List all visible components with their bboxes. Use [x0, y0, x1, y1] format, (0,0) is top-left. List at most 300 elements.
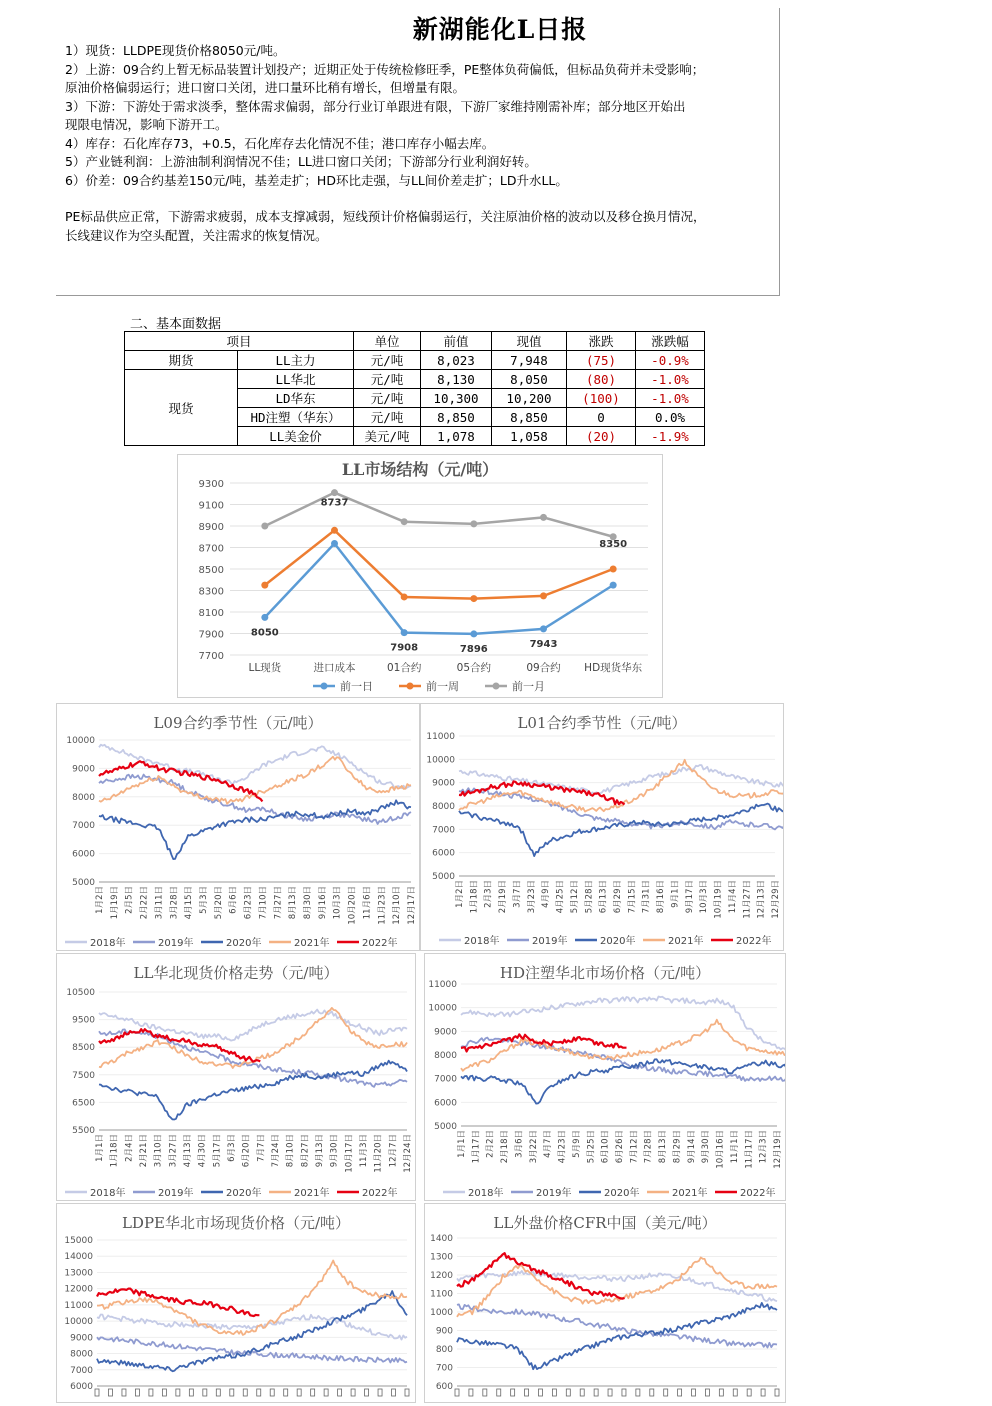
chart-title: L01合约季节性（元/吨）	[517, 714, 687, 732]
row-unit: 元/吨	[354, 351, 421, 370]
x-tick-label: 5月25日	[586, 1130, 597, 1164]
row-item: LD华东	[238, 389, 354, 408]
series-line	[457, 1304, 777, 1347]
series-line	[457, 1258, 777, 1317]
market-structure-svg	[178, 455, 662, 697]
x-tick-label: 2月21日	[139, 1134, 149, 1168]
x-tick-mark	[761, 1389, 765, 1396]
x-tick-label: 4月13日	[183, 1134, 193, 1168]
legend-marker	[321, 683, 328, 690]
y-tick-label: 10000	[426, 755, 455, 766]
x-tick-mark	[747, 1389, 751, 1396]
y-tick-label: 8500	[72, 1043, 95, 1054]
ll-cfr-china-svg	[425, 1204, 785, 1402]
series-line	[461, 1059, 785, 1103]
row-unit: 美元/吨	[354, 427, 421, 446]
x-tick-label: 4月30日	[197, 1134, 208, 1168]
x-tick-label: 6月6日	[228, 886, 239, 914]
legend-label: 2018年	[90, 1188, 126, 1199]
x-tick-label: 2月5日	[124, 886, 135, 914]
data-point	[331, 489, 338, 496]
chart-title: L09合约季节性（元/吨）	[153, 714, 323, 732]
x-tick-mark	[580, 1389, 584, 1396]
row-item: LL华北	[238, 370, 354, 389]
x-tick-mark	[378, 1389, 382, 1396]
x-tick-label: 2月18日	[500, 1130, 511, 1164]
y-tick-label: 11000	[64, 1300, 93, 1311]
x-tick-label: 11月3日	[359, 1134, 369, 1168]
x-tick-label: 5月12日	[569, 880, 580, 914]
hd-injection-chart	[424, 953, 786, 1201]
y-tick-label: 10000	[66, 736, 95, 746]
x-tick-label: 7月28日	[643, 1130, 654, 1164]
y-tick-label: 700	[435, 1363, 453, 1374]
legend-label: 2018年	[90, 938, 126, 949]
x-tick-label: 9月16日	[317, 886, 328, 920]
legend-marker	[407, 683, 414, 690]
x-tick-mark	[365, 1389, 369, 1396]
data-point	[261, 523, 268, 530]
row-chg: (20)	[567, 427, 636, 446]
y-tick-label: 5000	[434, 1122, 457, 1132]
x-tick-label: 8月13日	[658, 1130, 669, 1164]
y-tick-label: 9500	[72, 1015, 95, 1026]
report-conclusion-2: 长线建议作为空头配置，关注需求的恢复情况。	[65, 228, 328, 243]
y-tick-label: 11000	[428, 980, 457, 990]
y-tick-label: 8100	[198, 608, 224, 619]
row-pct: 0.0%	[636, 408, 705, 427]
row-curr: 8,850	[492, 408, 567, 427]
series-line	[461, 1038, 785, 1081]
legend-label: 前一月	[512, 680, 545, 693]
series-line	[265, 493, 613, 537]
x-tick-label: 10月20日	[347, 886, 358, 925]
row-item: LL美金价	[238, 427, 354, 446]
y-tick-label: 12000	[64, 1284, 93, 1295]
x-tick-label: 3月23日	[526, 880, 537, 914]
x-tick-label: 12月17日	[407, 886, 417, 925]
x-tick-label: 11月6日	[362, 886, 373, 920]
x-tick-mark	[594, 1389, 598, 1396]
x-tick-label: 8月29日	[672, 1130, 683, 1164]
y-tick-label: 10500	[66, 988, 95, 998]
legend-label: 2022年	[362, 938, 398, 949]
x-tick-label: 8月13日	[288, 886, 299, 920]
y-tick-label: 6000	[70, 1382, 93, 1392]
legend-label: 2019年	[158, 1188, 194, 1199]
x-tick-label: 12月13日	[756, 880, 767, 919]
x-tick-label: 9月30日	[329, 1134, 340, 1168]
ll-north-spot-svg	[57, 954, 415, 1200]
l01-seasonal-chart	[420, 703, 784, 951]
x-tick-label: 3月11日	[154, 886, 165, 920]
x-tick-label: 6月13日	[598, 880, 609, 914]
y-tick-label: 6500	[72, 1098, 95, 1109]
x-tick-label: 12月24日	[403, 1134, 413, 1173]
y-tick-label: 5000	[72, 878, 95, 888]
y-tick-label: 8500	[198, 565, 224, 576]
x-tick-mark	[108, 1389, 112, 1396]
report-line-1: 1）现货：LLDPE现货价格8050元/吨。	[65, 43, 286, 58]
report-line-5: 现限电情况，影响下游开工。	[65, 117, 228, 132]
x-tick-label: 6月20日	[241, 1134, 252, 1168]
row-item: HD注塑（华东）	[238, 408, 354, 427]
data-point	[540, 514, 547, 521]
x-tick-label: 12月29日	[771, 880, 781, 919]
y-tick-label: 8000	[432, 802, 455, 812]
x-tick-label: 05合约	[456, 662, 492, 674]
header-item: 项目	[125, 332, 354, 351]
x-tick-mark	[525, 1389, 529, 1396]
y-tick-label: 14000	[64, 1252, 93, 1263]
x-tick-mark	[678, 1389, 682, 1396]
x-tick-label: 3月28日	[169, 886, 180, 920]
y-tick-label: 9000	[432, 778, 455, 789]
x-tick-mark	[176, 1389, 180, 1396]
report-line-3: 原油价格偏弱运行；进口窗口关闭，进口量环比稍有增长，但增量有限。	[65, 80, 466, 95]
data-point	[470, 630, 477, 637]
x-tick-label: 5月20日	[213, 886, 224, 920]
x-tick-mark	[497, 1389, 501, 1396]
x-tick-mark	[705, 1389, 709, 1396]
ll-north-spot-chart	[56, 953, 416, 1201]
x-tick-label: 10月16日	[715, 1130, 726, 1169]
x-tick-mark	[122, 1389, 126, 1396]
y-tick-label: 1300	[430, 1252, 453, 1263]
y-tick-label: 8900	[198, 522, 224, 533]
table-row	[125, 351, 705, 370]
x-tick-label: 4月23日	[557, 1130, 568, 1164]
x-tick-mark	[608, 1389, 612, 1396]
row-item: LL主力	[238, 351, 354, 370]
x-tick-label: 01合约	[386, 662, 422, 674]
x-tick-label: 9月30日	[701, 1130, 712, 1164]
x-tick-label: 12月3日	[758, 1130, 769, 1164]
y-tick-label: 5000	[432, 872, 455, 882]
legend-label: 2022年	[362, 1188, 398, 1199]
x-tick-mark	[692, 1389, 696, 1396]
x-tick-mark	[511, 1389, 515, 1396]
legend-label: 2021年	[294, 938, 330, 949]
x-tick-mark	[469, 1389, 473, 1396]
legend-marker	[493, 683, 500, 690]
x-tick-label: 2月2日	[485, 1130, 496, 1158]
data-point	[610, 566, 617, 573]
legend-label: 2021年	[668, 936, 704, 947]
x-tick-label: 9月13日	[315, 1134, 325, 1168]
x-tick-mark	[338, 1389, 342, 1396]
y-tick-label: 10000	[64, 1317, 93, 1328]
legend-label: 2019年	[536, 1188, 572, 1199]
x-tick-label: 6月10日	[600, 1130, 611, 1164]
x-tick-label: 12月19日	[773, 1130, 783, 1169]
basic-data-table	[124, 331, 705, 446]
x-tick-mark	[230, 1389, 234, 1396]
x-tick-mark	[552, 1389, 556, 1396]
y-tick-label: 1100	[430, 1289, 453, 1300]
data-point	[401, 518, 408, 525]
data-point	[261, 582, 268, 589]
legend-label: 2018年	[468, 1188, 504, 1199]
x-tick-label: 5月9日	[571, 1130, 582, 1158]
section-title: 二、基本面数据	[130, 317, 222, 332]
x-tick-mark	[324, 1389, 328, 1396]
x-tick-mark	[162, 1389, 166, 1396]
y-tick-label: 9000	[70, 1333, 93, 1344]
series-line	[459, 804, 783, 857]
data-label: 7908	[390, 642, 419, 654]
x-tick-label: 6月3日	[227, 1134, 237, 1162]
x-tick-mark	[650, 1389, 654, 1396]
legend-label: 2020年	[600, 936, 636, 947]
x-tick-mark	[203, 1389, 207, 1396]
report-line-8: 6）价差：09合约基差150元/吨，基差走扩；HD环比走强，与LL间价差走扩；LD升水LL。	[65, 173, 568, 188]
x-tick-mark	[664, 1389, 668, 1396]
data-point	[331, 540, 338, 547]
x-tick-label: 3月7日	[512, 880, 523, 908]
y-tick-label: 7000	[432, 825, 455, 836]
x-tick-label: LL现货	[248, 662, 282, 674]
x-tick-label: 6月26日	[615, 1130, 625, 1164]
x-tick-label: 11月23日	[377, 886, 388, 925]
report-line-4: 3）下游：下游处于需求淡季，整体需求偏弱，部分行业订单跟进有限，下游厂家维持刚需补库；部分地区开始出	[65, 99, 686, 114]
y-tick-label: 1400	[430, 1234, 453, 1244]
header-unit: 单位	[354, 332, 421, 351]
x-tick-label: 7月12日	[629, 1130, 640, 1164]
x-tick-mark	[311, 1389, 315, 1396]
row-pct: -1.9%	[636, 427, 705, 446]
x-tick-label: 4月7日	[543, 1130, 554, 1158]
x-tick-label: 6月23日	[243, 886, 254, 920]
legend-label: 2020年	[604, 1188, 640, 1199]
row-curr: 1,058	[492, 427, 567, 446]
series-line	[459, 765, 783, 794]
y-tick-label: 7500	[72, 1070, 95, 1081]
series-line	[97, 1261, 407, 1335]
report-line-6: 4）库存：石化库存73，+0.5，石化库存去化情况不佳；港口库存小幅去库。	[65, 136, 495, 151]
data-label: 8737	[320, 497, 349, 509]
y-tick-label: 7000	[70, 1365, 93, 1376]
data-point	[540, 592, 547, 599]
y-tick-label: 8700	[198, 543, 224, 555]
report-conclusion-1: PE标品供应正常，下游需求疲弱，成本支撑减弱，短线预计价格偏弱运行，关注原油价格的波动以及移仓换月情况，	[65, 209, 706, 224]
x-tick-label: 2月4日	[124, 1134, 135, 1162]
row-curr: 10,200	[492, 389, 567, 408]
x-tick-label: 8月16日	[656, 880, 667, 914]
x-tick-label: 1月18日	[109, 1134, 120, 1168]
x-tick-label: 7月31日	[641, 880, 652, 914]
chart-title: HD注塑华北市场价格（元/吨）	[499, 964, 711, 982]
x-tick-mark	[405, 1389, 409, 1396]
y-tick-label: 600	[435, 1382, 453, 1392]
x-tick-label: 9月1日	[670, 880, 681, 908]
header-chg: 涨跌	[567, 332, 636, 351]
y-tick-label: 900	[435, 1326, 453, 1337]
x-tick-mark	[636, 1389, 640, 1396]
x-tick-label: 7月7日	[256, 1134, 267, 1162]
x-tick-label: 3月10日	[153, 1134, 164, 1168]
x-tick-label: 4月9日	[541, 880, 552, 908]
data-point	[401, 593, 408, 600]
row-prev: 8,130	[421, 370, 492, 389]
row-chg: 0	[567, 408, 636, 427]
x-tick-label: 1月2日	[455, 880, 465, 908]
row-unit: 元/吨	[354, 370, 421, 389]
x-tick-label: 5月3日	[199, 886, 209, 914]
y-tick-label: 11000	[426, 732, 455, 742]
legend-label: 2019年	[532, 936, 568, 947]
y-tick-label: 7900	[198, 629, 224, 641]
x-tick-label: 3月27日	[168, 1134, 179, 1168]
ldpe-north-spot-chart	[56, 1203, 416, 1403]
y-tick-label: 1000	[430, 1308, 453, 1318]
x-tick-mark	[216, 1389, 220, 1396]
y-tick-label: 7000	[434, 1074, 457, 1085]
row-curr: 7,948	[492, 351, 567, 370]
x-tick-label: 10月3日	[332, 886, 343, 920]
x-tick-label: 1月1日	[95, 1134, 105, 1162]
y-tick-label: 9300	[198, 479, 224, 490]
ll-cfr-china-chart	[424, 1203, 786, 1403]
l09-seasonal-svg	[57, 704, 419, 950]
chart-title: LL外盘价格CFR中国（美元/吨）	[493, 1214, 717, 1232]
x-tick-label: 1月18日	[469, 880, 480, 914]
x-tick-label: 1月1日	[457, 1130, 467, 1158]
l09-seasonal-chart	[56, 703, 420, 951]
x-tick-label: 7月24日	[271, 1134, 281, 1168]
x-tick-label: 11月20日	[373, 1134, 384, 1173]
x-tick-label: 8月10日	[285, 1134, 296, 1168]
legend-label: 前一周	[426, 680, 459, 693]
row-prev: 1,078	[421, 427, 492, 446]
data-label: 7896	[459, 643, 488, 655]
y-tick-label: 800	[435, 1345, 453, 1355]
legend-label: 2020年	[226, 938, 262, 949]
x-tick-label: 7月15日	[627, 880, 638, 914]
l01-seasonal-svg	[421, 704, 783, 950]
x-tick-mark	[189, 1389, 193, 1396]
y-tick-label: 9100	[198, 500, 224, 512]
x-tick-label: 7月10日	[258, 886, 269, 920]
legend-label: 2021年	[672, 1188, 708, 1199]
x-tick-label: 11月17日	[744, 1130, 755, 1169]
y-tick-label: 8000	[70, 1349, 93, 1360]
group-spot: 现货	[125, 370, 238, 446]
data-label: 7943	[529, 638, 558, 650]
x-tick-label: 7月27日	[273, 886, 284, 920]
x-tick-mark	[775, 1389, 779, 1396]
row-prev: 10,300	[421, 389, 492, 408]
header-pct: 涨跌幅	[636, 332, 705, 351]
chart-title: LL华北现货价格走势（元/吨）	[133, 964, 339, 982]
x-tick-label: 8月30日	[303, 886, 313, 920]
legend-label: 2021年	[294, 1188, 330, 1199]
x-tick-label: 4月15日	[184, 886, 195, 920]
data-point	[261, 614, 268, 621]
report-line-7: 5）产业链利润：上游油制利润情况不佳；LL进口窗口关闭；下游部分行业利润好转。	[65, 154, 537, 169]
x-tick-label: 11月1日	[729, 1130, 740, 1164]
x-tick-label: 11月4日	[727, 880, 738, 914]
y-tick-label: 13000	[64, 1268, 93, 1279]
y-tick-label: 8000	[72, 792, 95, 803]
x-tick-mark	[351, 1389, 355, 1396]
row-curr: 8,050	[492, 370, 567, 389]
x-tick-label: 5月17日	[212, 1134, 223, 1168]
x-tick-label: 6月29日	[613, 880, 623, 914]
x-tick-mark	[297, 1389, 301, 1396]
x-tick-label: 12月7日	[388, 1134, 399, 1168]
x-tick-label: 09合约	[526, 662, 561, 674]
legend-label: 2019年	[158, 938, 194, 949]
x-tick-mark	[270, 1389, 274, 1396]
data-point	[470, 520, 477, 527]
x-tick-label: 进口成本	[313, 662, 356, 674]
x-tick-mark	[733, 1389, 737, 1396]
row-chg: (80)	[567, 370, 636, 389]
table-header-row	[125, 332, 705, 351]
x-tick-mark	[719, 1389, 723, 1396]
x-tick-mark	[566, 1389, 570, 1396]
y-tick-label: 7700	[198, 651, 224, 662]
legend-label: 前一日	[340, 680, 373, 693]
chart-title: LL市场结构（元/吨）	[341, 460, 499, 479]
x-tick-mark	[622, 1389, 626, 1396]
data-point	[540, 625, 547, 632]
y-tick-label: 5500	[72, 1126, 95, 1136]
y-tick-label: 6000	[432, 848, 455, 859]
chart-title: LDPE华北市场现货价格（元/吨）	[121, 1214, 351, 1232]
group-futures: 期货	[125, 351, 238, 370]
row-unit: 元/吨	[354, 408, 421, 427]
x-tick-label: 10月19日	[713, 880, 724, 919]
x-tick-label: 2月19日	[498, 880, 509, 914]
x-tick-label: 11月27日	[742, 880, 753, 919]
y-tick-label: 8000	[434, 1051, 457, 1061]
y-tick-label: 6000	[434, 1098, 457, 1109]
x-tick-label: 5月28日	[584, 880, 595, 914]
data-label: 8350	[599, 539, 628, 551]
x-tick-mark	[135, 1389, 139, 1396]
x-tick-mark	[483, 1389, 487, 1396]
row-pct: -0.9%	[636, 351, 705, 370]
row-prev: 8,850	[421, 408, 492, 427]
x-tick-label: 2月3日	[483, 880, 494, 908]
market-structure-chart	[177, 454, 663, 698]
row-prev: 8,023	[421, 351, 492, 370]
y-tick-label: 8300	[198, 586, 224, 598]
series-line	[99, 1061, 407, 1120]
legend-label: 2022年	[736, 936, 772, 947]
hd-injection-svg	[425, 954, 785, 1200]
data-label: 8050	[250, 627, 279, 639]
header-curr: 现值	[492, 332, 567, 351]
x-tick-label: 1月17日	[471, 1130, 482, 1164]
header-prev: 前值	[421, 332, 492, 351]
report-line-2: 2）上游：09合约上暂无标品装置计划投产；近期正处于传统检修旺季，PE整体负荷偏低，但标品负荷并未受影响；	[65, 62, 705, 77]
series-line	[99, 1010, 407, 1041]
series-line	[461, 997, 785, 1053]
legend-label: 2018年	[464, 936, 500, 947]
ldpe-north-spot-svg	[57, 1204, 415, 1402]
data-point	[610, 582, 617, 589]
legend-label: 2020年	[226, 1188, 262, 1199]
series-line	[99, 1008, 407, 1068]
x-tick-label: 3月22日	[528, 1130, 539, 1164]
x-tick-label: 1月2日	[95, 886, 105, 914]
x-tick-label: 3月6日	[514, 1130, 525, 1158]
y-tick-label: 6000	[72, 849, 95, 860]
x-tick-mark	[455, 1389, 459, 1396]
